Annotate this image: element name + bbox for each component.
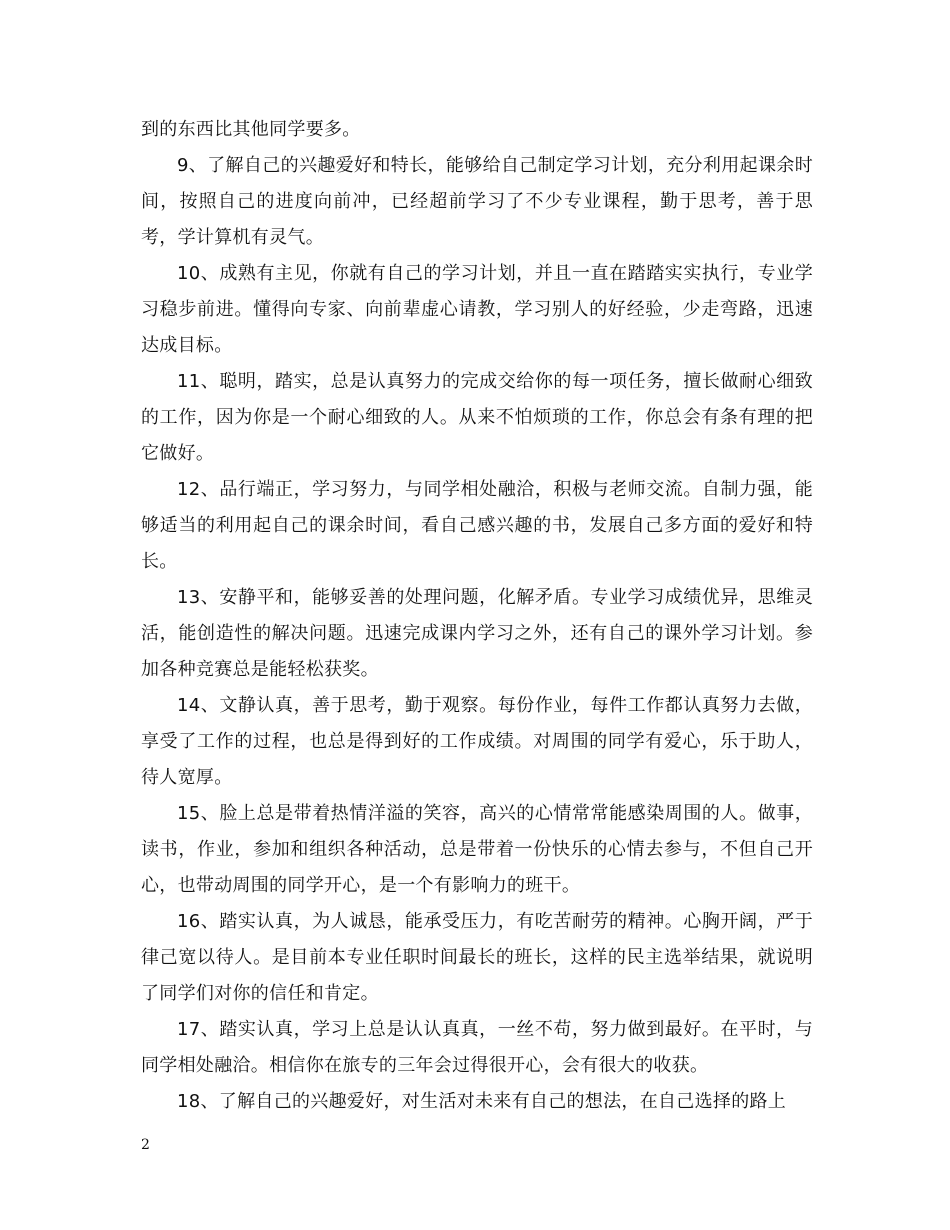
document-body (141, 112, 813, 1120)
paragraph-item-16: 16、踏实认真，为人诚恳，能承受压力，有吃苦耐劳的精神。心胸开阔，严于律己宽以待人。是目前本专业任职时间最长的班长，这样的民主选举结果，就说明了同学们对你的信任和肯定。 (141, 911, 813, 1004)
paragraph-item-14: 14、文静认真，善于思考，勤于观察。每份作业，每件工作都认真努力去做，享受了工作的过程，也总是得到好的工作成绩。对周围的同学有爱心，乐于助人，待人宽厚。 (141, 695, 813, 788)
paragraph-item-17: 17、踏实认真，学习上总是认认真真，一丝不苟，努力做到最好。在平时，与同学相处融洽。相信你在旅专的三年会过得很开心，会有很大的收获。 (141, 1019, 813, 1076)
paragraph-item-9: 9、了解自己的兴趣爱好和特长，能够给自己制定学习计划，充分利用起课余时间，按照自己的进度向前冲，已经超前学习了不少专业课程，勤于思考，善于思考，学计算机有灵气。 (141, 155, 813, 248)
paragraph-item-18: 18、了解自己的兴趣爱好，对生活对未来有自己的想法，在自己选择的路上 (177, 1091, 787, 1112)
paragraph-item-12: 12、品行端正，学习努力，与同学相处融洽，积极与老师交流。自制力强，能够适当的利用起自己的课余时间，看自己感兴趣的书，发展自己多方面的爱好和特长。 (141, 479, 813, 572)
paragraph-continued: 到的东西比其他同学要多。 (141, 119, 361, 140)
paragraph-item-10: 10、成熟有主见，你就有自己的学习计划，并且一直在踏踏实实执行，专业学习稳步前进。懂得向专家、向前辈虚心请教，学习别人的好经验，少走弯路，迅速达成目标。 (141, 263, 813, 356)
paragraph-item-11: 11、聪明，踏实，总是认真努力的完成交给你的每一项任务，擅长做耐心细致的工作，因为你是一个耐心细致的人。从来不怕烦琐的工作，你总会有条有理的把它做好。 (141, 371, 813, 464)
page-number: 2 (141, 1137, 150, 1153)
paragraph-item-13: 13、安静平和，能够妥善的处理问题，化解矛盾。专业学习成绩优异，思维灵活，能创造性的解决问题。迅速完成课内学习之外，还有自己的课外学习计划。参加各种竞赛总是能轻松获奖。 (141, 587, 813, 680)
paragraph-item-15: 15、脸上总是带着热情洋溢的笑容，高兴的心情常常能感染周围的人。做事，读书，作业，参加和组织各种活动，总是带着一份快乐的心情去参与，不但自己开心，也带动周围的同学开心，是一个有影响力的班干。 (141, 803, 813, 896)
